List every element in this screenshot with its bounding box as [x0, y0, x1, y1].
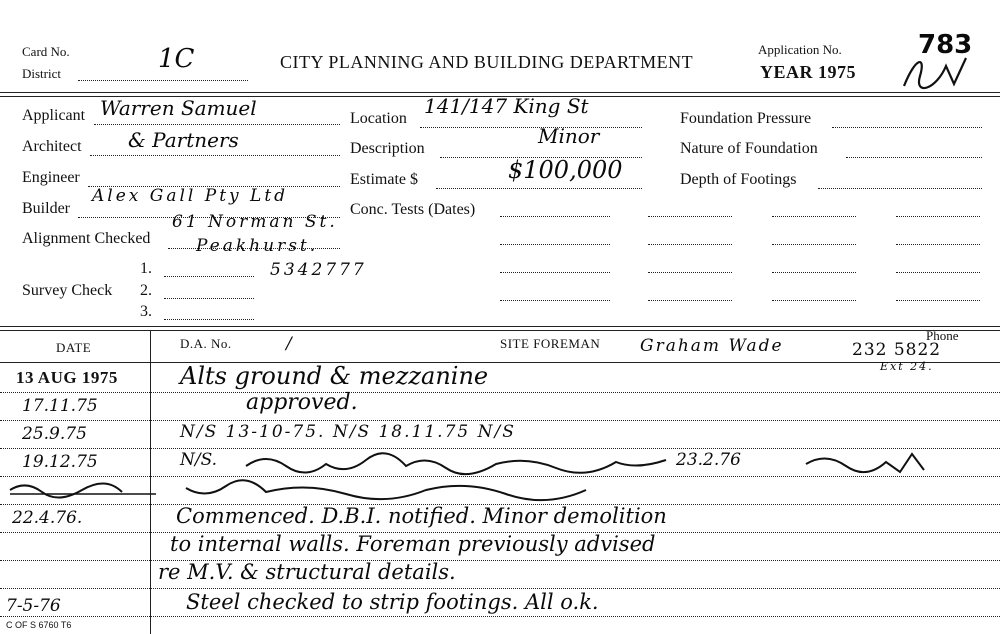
row-line-7: [0, 560, 1000, 561]
row-6-date: 22.4.76.: [12, 508, 83, 528]
description-value: Minor: [538, 124, 600, 148]
conc-dots-11: [772, 272, 856, 273]
phone-label: Phone: [926, 328, 959, 343]
architect-value: & Partners: [128, 128, 239, 152]
card-no-value: 1C: [158, 44, 195, 74]
conc-dots-4: [896, 216, 980, 217]
foundation-pressure-label: Foundation Pressure: [680, 110, 812, 127]
row-4-entry: N/S.: [180, 450, 218, 470]
depth-footings-label: Depth of Footings: [680, 171, 797, 188]
survey-num-1: 1.: [140, 260, 152, 277]
row-9-entry: Steel checked to strip footings. All o.k.: [186, 590, 599, 614]
row-1-date: 13 AUG 1975: [16, 368, 118, 387]
row-6-entry: Commenced. D.B.I. notified. Minor demolition: [176, 504, 667, 528]
district-label: District: [22, 66, 61, 81]
log-divider-top: [0, 326, 1000, 327]
architect-dots: [90, 155, 340, 156]
builder-label: Builder: [22, 200, 70, 217]
applicant-dots: [94, 124, 340, 125]
row-2-date: 17.11.75: [22, 396, 98, 416]
initials-mark: [896, 46, 986, 96]
survey-num-3: 3.: [140, 303, 152, 320]
ext-value: Ext 24.: [880, 360, 934, 373]
row-4-scribble: [236, 448, 676, 478]
survey-check-label: Survey Check: [22, 282, 113, 299]
conc-dots-14: [648, 300, 732, 301]
application-no-label: Application No.: [758, 42, 842, 57]
row-3-entry: N/S 13-10-75. N/S 18.11.75 N/S: [180, 422, 516, 442]
row-line-8: [0, 588, 1000, 589]
conc-dots-12: [896, 272, 980, 273]
conc-dots-10: [648, 272, 732, 273]
conc-dots-15: [772, 300, 856, 301]
header-divider: [0, 92, 1000, 93]
date-header: DATE: [56, 340, 92, 355]
nature-foundation-label: Nature of Foundation: [680, 140, 818, 157]
location-dots: [420, 127, 642, 128]
year-label: YEAR 1975: [760, 62, 857, 82]
location-label: Location: [350, 110, 407, 127]
row-8-entry: re M.V. & structural details.: [158, 560, 456, 584]
alignment-label: Alignment Checked: [22, 230, 151, 247]
row-3-date: 25.9.75: [22, 424, 87, 444]
builder-address-2: Peakhurst.: [196, 236, 319, 256]
card-no-label: Card No.: [22, 44, 70, 59]
engineer-label: Engineer: [22, 169, 80, 186]
row-4-date: 19.12.75: [22, 452, 98, 472]
architect-label: Architect: [22, 138, 82, 155]
foundation-pressure-dots: [832, 127, 982, 128]
conc-dots-8: [896, 244, 980, 245]
row-1-entry: Alts ground & mezzanine: [180, 362, 489, 390]
estimate-dots: [436, 188, 642, 189]
row-line-2: [0, 420, 1000, 421]
conc-dots-6: [648, 244, 732, 245]
location-value: 141/147 King St: [424, 94, 589, 118]
builder-value: Alex Gall Pty Ltd: [92, 186, 289, 206]
conc-tests-label: Conc. Tests (Dates): [350, 201, 476, 218]
conc-dots-7: [772, 244, 856, 245]
application-no-value: 783: [918, 30, 973, 60]
conc-dots-3: [772, 216, 856, 217]
applicant-value: Warren Samuel: [100, 96, 257, 120]
conc-dots-5: [500, 244, 610, 245]
conc-dots-9: [500, 272, 610, 273]
department-title: CITY PLANNING AND BUILDING DEPARTMENT: [280, 52, 694, 72]
survey-num-2: 2.: [140, 282, 152, 299]
builder-phone: 5342777: [270, 260, 367, 280]
da-value: /: [286, 334, 292, 354]
estimate-value: $100,000: [508, 156, 623, 184]
conc-dots-2: [648, 216, 732, 217]
description-label: Description: [350, 140, 425, 157]
applicant-label: Applicant: [22, 107, 86, 124]
depth-footings-dots: [818, 188, 982, 189]
row-4-scribble-2: [800, 448, 940, 478]
site-foreman-label: SITE FOREMAN: [500, 336, 601, 351]
row-line-1: [0, 392, 1000, 393]
nature-foundation-dots: [846, 157, 982, 158]
row-2-entry: approved.: [246, 390, 358, 415]
conc-dots-16: [896, 300, 980, 301]
conc-dots-13: [500, 300, 610, 301]
builder-address-1: 61 Norman St.: [172, 212, 338, 232]
phone-value: 232 5822: [852, 340, 942, 360]
estimate-label: Estimate $: [350, 171, 418, 188]
survey-dots-2: [164, 298, 254, 299]
form-code: C OF S 6760 T6: [6, 620, 72, 630]
card-no-dots: [78, 80, 248, 81]
da-header: D.A. No.: [180, 336, 232, 351]
row-4-trailing: 23.2.76: [676, 450, 741, 470]
row-9-date: 7-5-76: [6, 596, 61, 616]
foreman-value: Graham Wade: [640, 336, 784, 356]
row-7-entry: to internal walls. Foreman previously advised: [170, 532, 656, 556]
row-line-9: [0, 616, 1000, 617]
row-5-strikethrough: [6, 476, 596, 506]
survey-dots-3: [164, 319, 254, 320]
conc-dots-1: [500, 216, 610, 217]
survey-dots-1: [164, 276, 254, 277]
